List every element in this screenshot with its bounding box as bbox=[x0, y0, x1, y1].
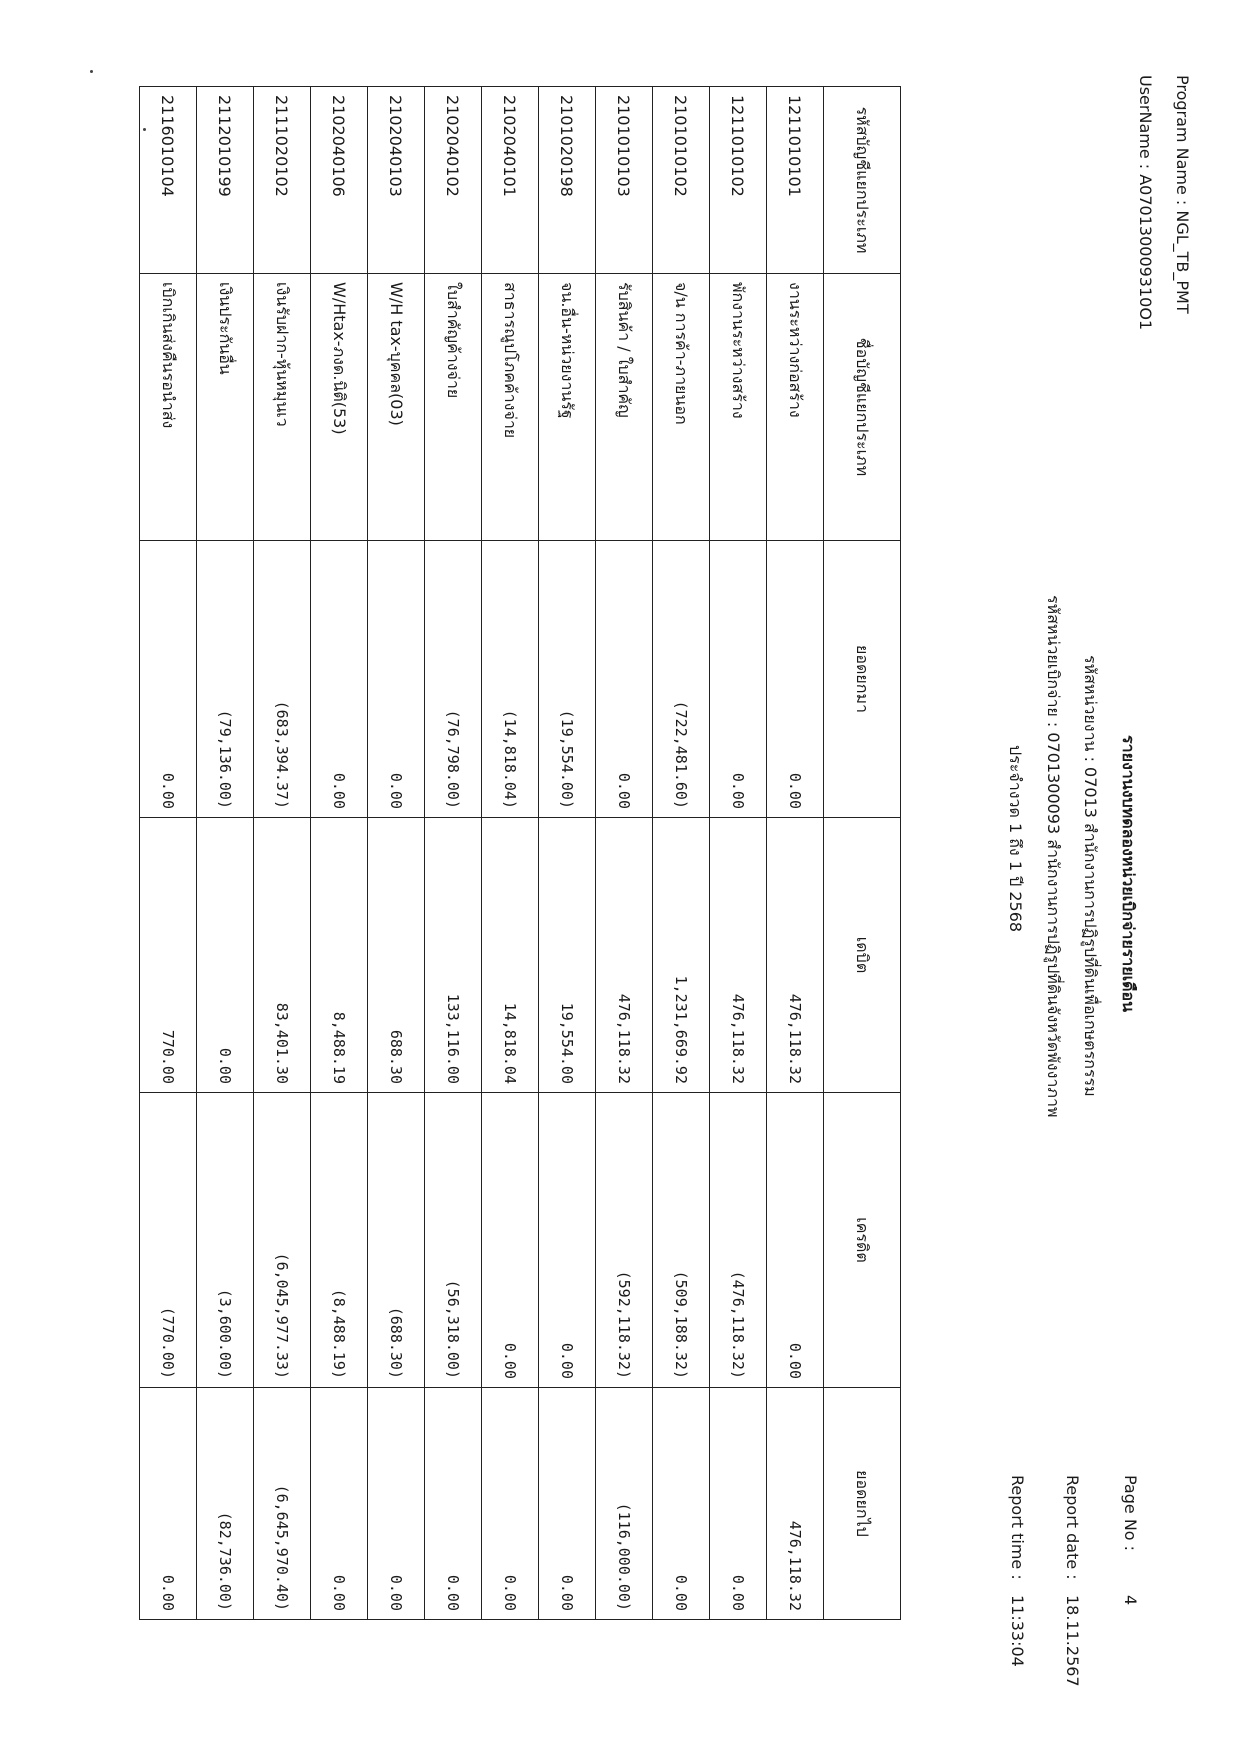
credit-cell: 0.00 bbox=[767, 1093, 824, 1388]
account-code-cell: 1211010101 bbox=[767, 87, 824, 274]
debit-cell: 133,116.00 bbox=[425, 818, 482, 1093]
closing-balance-cell: (6,645,970.40) bbox=[254, 1388, 311, 1620]
account-name-cell: เงินรับฝาก-หุ้นหมุนเว bbox=[254, 274, 311, 541]
col-account-name: ชื่อบัญชีแยกประเภท bbox=[824, 274, 901, 541]
closing-balance-cell: 0.00 bbox=[368, 1388, 425, 1620]
report-time bbox=[1008, 1475, 1027, 1667]
account-name-cell: ใบสำคัญค้างจ่าย bbox=[425, 274, 482, 541]
account-name-cell: เงินประกันอื่น bbox=[197, 274, 254, 541]
closing-balance-cell: 0.00 bbox=[710, 1388, 767, 1620]
page-number-label: Page No : bbox=[1121, 1475, 1140, 1552]
user-name: UserName : A070130009310O1 bbox=[1136, 75, 1155, 331]
report-time-label: Report time : bbox=[1008, 1475, 1027, 1580]
col-credit: เครดิต bbox=[824, 1093, 901, 1388]
opening-balance-cell: 0.00 bbox=[596, 541, 653, 818]
debit-cell: 83,401.30 bbox=[254, 818, 311, 1093]
closing-balance-cell: 0.00 bbox=[425, 1388, 482, 1620]
debit-cell: 476,118.32 bbox=[710, 818, 767, 1093]
header-row bbox=[824, 87, 901, 1620]
col-account-code: รหัสบัญชีแยกประเภท bbox=[824, 87, 901, 274]
table-row bbox=[653, 87, 710, 1620]
account-code-cell: 2102040106 bbox=[311, 87, 368, 274]
account-code-cell: 2102040102 bbox=[425, 87, 482, 274]
closing-balance-cell: (116,000.00) bbox=[596, 1388, 653, 1620]
report-date-value: 18.11.2567 bbox=[1063, 1595, 1082, 1687]
table-row bbox=[197, 87, 254, 1620]
closing-balance-cell: 0.00 bbox=[311, 1388, 368, 1620]
account-name-cell: W/H tax-บุคคล(03) bbox=[368, 274, 425, 541]
table-row bbox=[539, 87, 596, 1620]
opening-balance-cell: (722,481.60) bbox=[653, 541, 710, 818]
closing-balance-cell: 0.00 bbox=[482, 1388, 539, 1620]
account-code-cell: 2101010102 bbox=[653, 87, 710, 274]
opening-balance-cell: 0.00 bbox=[710, 541, 767, 818]
opening-balance-cell: (79,136.00) bbox=[197, 541, 254, 818]
page-number bbox=[1121, 1475, 1140, 1605]
debit-cell: 476,118.32 bbox=[767, 818, 824, 1093]
table-row bbox=[482, 87, 539, 1620]
account-code-cell: 2102040101 bbox=[482, 87, 539, 274]
account-code-cell: 2101020198 bbox=[539, 87, 596, 274]
credit-cell: (476,118.32) bbox=[710, 1093, 767, 1388]
account-name-cell: สาธารณูปโภคค้างจ่าย bbox=[482, 274, 539, 541]
debit-cell: 0.00 bbox=[197, 818, 254, 1093]
opening-balance-cell: (683,394.37) bbox=[254, 541, 311, 818]
opening-balance-cell: 0.00 bbox=[767, 541, 824, 818]
debit-cell: 770.00 bbox=[140, 818, 197, 1093]
table-row bbox=[254, 87, 311, 1620]
account-name-cell: งานระหว่างก่อสร้าง bbox=[767, 274, 824, 541]
scan-speck bbox=[90, 70, 93, 73]
account-name-cell: เบิกเกินส่งคืนรอนำส่ง bbox=[140, 274, 197, 541]
account-code-cell: 2111020102 bbox=[254, 87, 311, 274]
credit-cell: (688.30) bbox=[368, 1093, 425, 1388]
period-line: ประจำงวด 1 ถึง 1 ปี 2568 bbox=[1006, 745, 1025, 933]
col-opening-balance: ยอดยกมา bbox=[824, 541, 901, 818]
debit-cell: 1,231,669.92 bbox=[653, 818, 710, 1093]
table-row bbox=[368, 87, 425, 1620]
account-name-cell: พักงานระหว่างสร้าง bbox=[710, 274, 767, 541]
opening-balance-cell: 0.00 bbox=[311, 541, 368, 818]
debit-cell: 14,818.04 bbox=[482, 818, 539, 1093]
opening-balance-cell: (19,554.00) bbox=[539, 541, 596, 818]
col-debit: เดบิต bbox=[824, 818, 901, 1093]
closing-balance-cell: 0.00 bbox=[653, 1388, 710, 1620]
account-name-cell: จน.อื่น-หน่วยงานรัฐ bbox=[539, 274, 596, 541]
credit-cell: (592,118.32) bbox=[596, 1093, 653, 1388]
closing-balance-cell: (82,736.00) bbox=[197, 1388, 254, 1620]
program-name: Program Name : NGL_TB_PMT bbox=[1173, 75, 1192, 314]
opening-balance-cell: 0.00 bbox=[140, 541, 197, 818]
table-row bbox=[425, 87, 482, 1620]
trial-balance-table bbox=[139, 86, 901, 1620]
disbursing-unit-line: รหัสหน่วยเบิกจ่าย : 0701300093 สำนักงานการปฏิรูปที่ดินจังหวัดพังงาภาพ bbox=[1044, 595, 1063, 1118]
account-code-cell: 2101010103 bbox=[596, 87, 653, 274]
debit-cell: 19,554.00 bbox=[539, 818, 596, 1093]
debit-cell: 8,488.19 bbox=[311, 818, 368, 1093]
report-date-label: Report date : bbox=[1063, 1475, 1082, 1580]
account-code-cell: 2116010104 bbox=[140, 87, 197, 274]
opening-balance-cell: 0.00 bbox=[368, 541, 425, 818]
table-row bbox=[140, 87, 197, 1620]
credit-cell: (509,188.32) bbox=[653, 1093, 710, 1388]
table-row bbox=[767, 87, 824, 1620]
credit-cell: (56,318.00) bbox=[425, 1093, 482, 1388]
account-name-cell: จ/น การค้า-ภายนอก bbox=[653, 274, 710, 541]
opening-balance-cell: (76,798.00) bbox=[425, 541, 482, 818]
table-row bbox=[311, 87, 368, 1620]
report-time-value: 11:33:04 bbox=[1008, 1595, 1027, 1667]
credit-cell: 0.00 bbox=[482, 1093, 539, 1388]
closing-balance-cell: 0.00 bbox=[539, 1388, 596, 1620]
credit-cell: (770.00) bbox=[140, 1093, 197, 1388]
page-number-value: 4 bbox=[1121, 1595, 1140, 1606]
debit-cell: 476,118.32 bbox=[596, 818, 653, 1093]
credit-cell: (3,600.00) bbox=[197, 1093, 254, 1388]
account-code-cell: 2112010199 bbox=[197, 87, 254, 274]
report-date bbox=[1063, 1475, 1082, 1687]
debit-cell: 688.30 bbox=[368, 818, 425, 1093]
closing-balance-cell: 476,118.32 bbox=[767, 1388, 824, 1620]
credit-cell: (8,488.19) bbox=[311, 1093, 368, 1388]
credit-cell: 0.00 bbox=[539, 1093, 596, 1388]
credit-cell: (6,045,977.33) bbox=[254, 1093, 311, 1388]
closing-balance-cell: 0.00 bbox=[140, 1388, 197, 1620]
agency-line: รหัสหน่วยงาน : 07013 สำนักงานการปฏิรูปที่ดินเพื่อเกษตรกรรม bbox=[1081, 655, 1100, 1097]
account-name-cell: รับสินค้า / ใบสำคัญ bbox=[596, 274, 653, 541]
account-name-cell: W/Htax-ภงด.นิติ(53) bbox=[311, 274, 368, 541]
table-row bbox=[596, 87, 653, 1620]
col-closing-balance: ยอดยกไป bbox=[824, 1388, 901, 1620]
report-title: รายงานงบทดลองหน่วยเบิกจ่ายรายเดือน bbox=[1119, 735, 1138, 1013]
account-code-cell: 2102040103 bbox=[368, 87, 425, 274]
opening-balance-cell: (14,818.04) bbox=[482, 541, 539, 818]
account-code-cell: 1211010102 bbox=[710, 87, 767, 274]
table-row bbox=[710, 87, 767, 1620]
